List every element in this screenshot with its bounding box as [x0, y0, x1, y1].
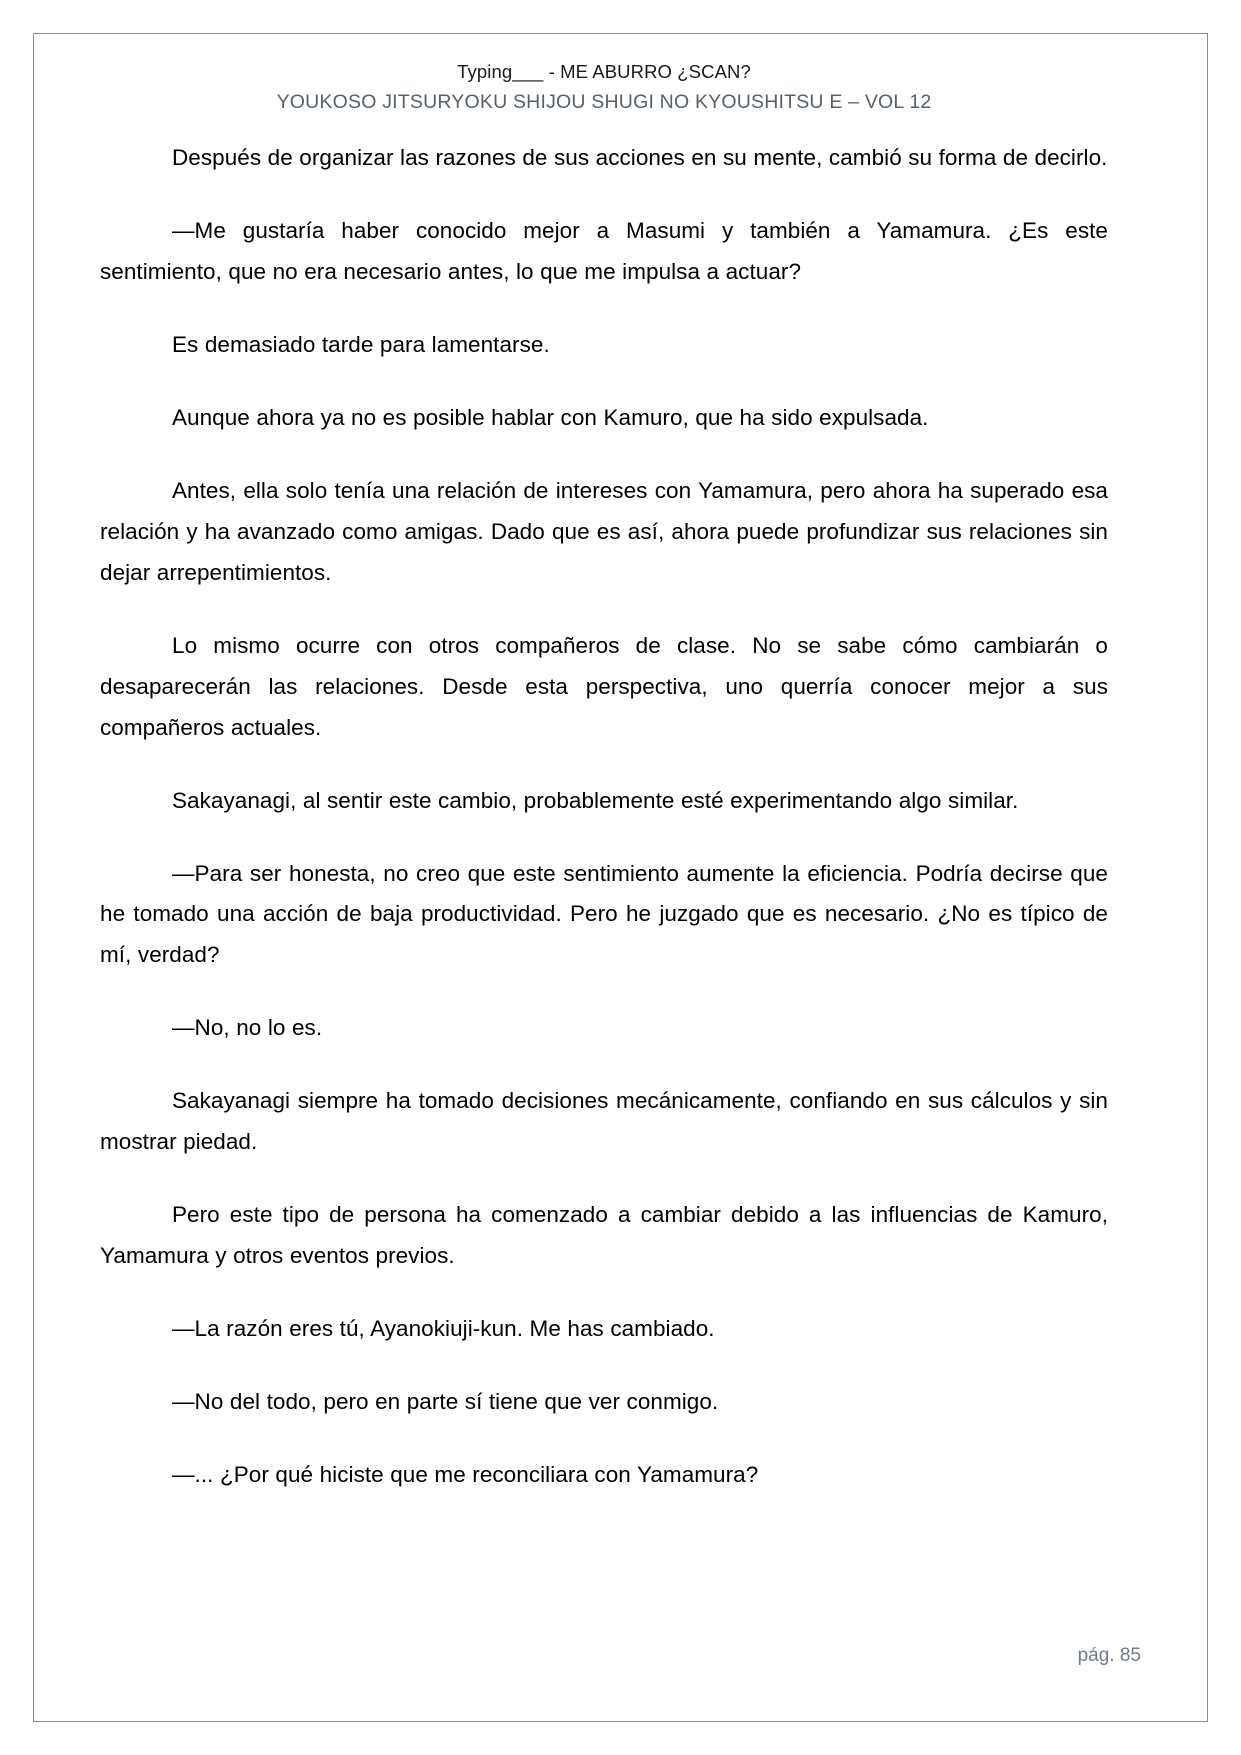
body-text [100, 138, 1108, 1496]
header-scan-credit: Typing___ - ME ABURRO ¿SCAN? [457, 61, 751, 82]
paragraph: Aunque ahora ya no es posible hablar con Kamuro, que ha sido expulsada. [172, 405, 929, 431]
header-series-title: YOUKOSO JITSURYOKU SHIJOU SHUGI NO KYOUSHITSU E – VOL 12 [276, 90, 932, 113]
paragraph: —Me gustaría haber conocido mejor a Masumi y también a Yamamura. ¿Es este sentimiento, que no era necesario antes, lo que me impulsa a actuar? [100, 218, 1108, 285]
paragraph: Pero este tipo de persona ha comenzado a cambiar debido a las influencias de Kamuro, Yamamura y otros eventos previos. [100, 1202, 1108, 1269]
page-content [100, 60, 1108, 1528]
page-number: pág. 85 [1077, 1645, 1141, 1666]
document-header [100, 60, 1108, 116]
paragraph: —No del todo, pero en parte sí tiene que ver conmigo. [172, 1388, 719, 1414]
paragraph: Es demasiado tarde para lamentarse. [172, 332, 550, 358]
paragraph: Antes, ella solo tenía una relación de intereses con Yamamura, pero ahora ha superado esa relación y ha avanzado como amigas. Dado que es así, ahora puede profundizar sus relaciones sin dejar arrepentimientos. [100, 477, 1108, 585]
paragraph: —No, no lo es. [172, 1015, 323, 1041]
paragraph: —La razón eres tú, Ayanokiuji-kun. Me has cambiado. [172, 1316, 715, 1342]
paragraph: Después de organizar las razones de sus acciones en su mente, cambió su forma de decirlo. [172, 145, 1108, 171]
paragraph: Lo mismo ocurre con otros compañeros de clase. No se sabe cómo cambiarán o desaparecerán las relaciones. Desde esta perspectiva, uno querría conocer mejor a sus compañeros actuales. [100, 632, 1108, 740]
paragraph: —Para ser honesta, no creo que este sentimiento aumente la eficiencia. Podría decirse que he tomado una acción de baja productividad. Pero he juzgado que es necesario. ¿No es típico de mí, verdad? [100, 860, 1108, 968]
paragraph: Sakayanagi siempre ha tomado decisiones mecánicamente, confiando en sus cálculos y sin mostrar piedad. [100, 1088, 1108, 1155]
paragraph: Sakayanagi, al sentir este cambio, probablemente esté experimentando algo similar. [172, 787, 1019, 813]
paragraph: —... ¿Por qué hiciste que me reconciliara con Yamamura? [172, 1461, 759, 1487]
